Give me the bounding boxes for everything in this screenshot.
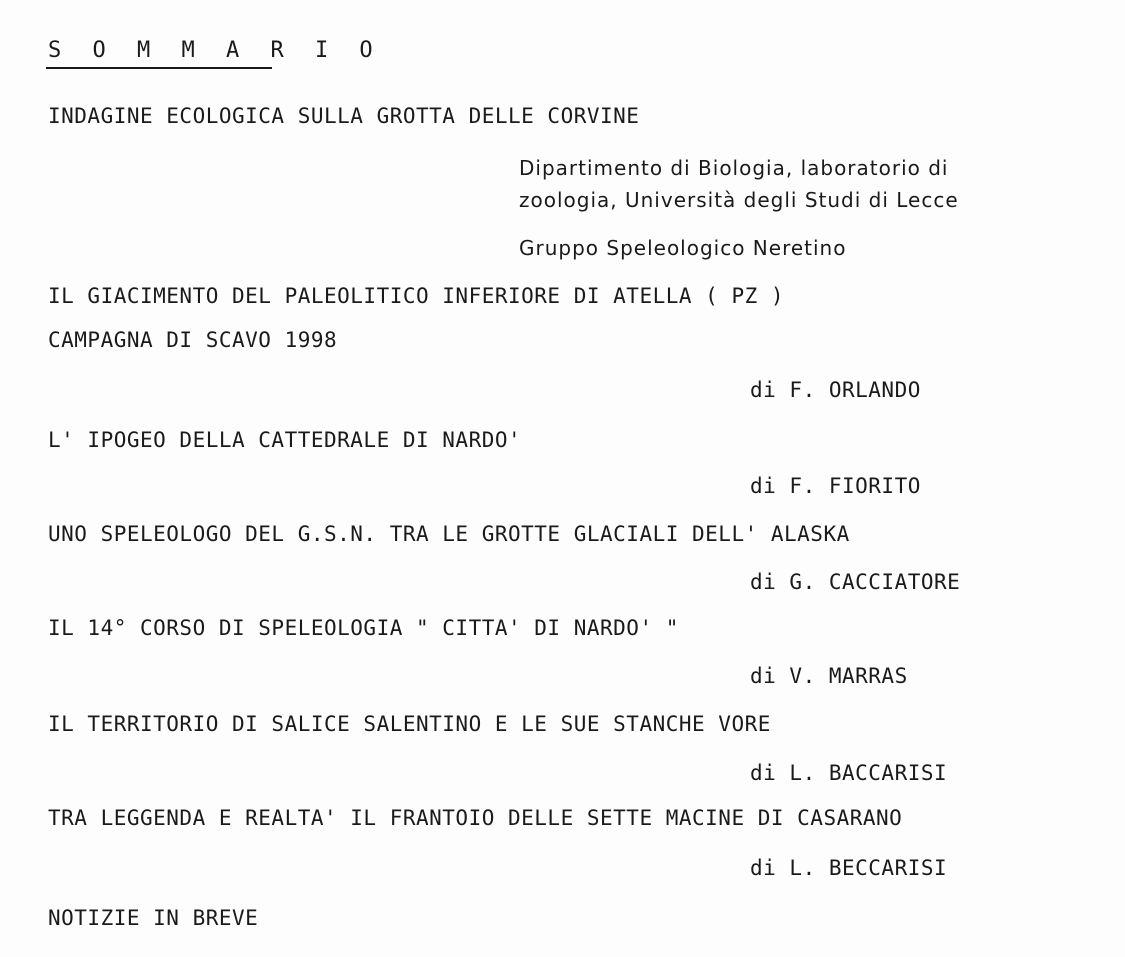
page-title: S O M M A R I O — [48, 38, 382, 63]
entry-title: INDAGINE ECOLOGICA SULLA GROTTA DELLE CORVINE — [48, 104, 640, 128]
entry-author: di L. BECCARISI — [750, 856, 948, 880]
entry-title: IL TERRITORIO DI SALICE SALENTINO E LE SUE STANCHE VORE — [48, 712, 771, 736]
entry-title: UNO SPELEOLOGO DEL G.S.N. TRA LE GROTTE GLACIALI DELL' ALASKA — [48, 522, 850, 546]
entry-author: di F. FIORITO — [750, 474, 921, 498]
entry-title: NOTIZIE IN BREVE — [48, 906, 259, 930]
entry-author: di V. MARRAS — [750, 664, 908, 688]
entry-affiliation: Gruppo Speleologico Neretino — [519, 236, 847, 260]
entry-affiliation: zoologia, Università degli Studi di Lecce — [519, 188, 959, 212]
entry-title: L' IPOGEO DELLA CATTEDRALE DI NARDO' — [48, 428, 522, 452]
entry-title: CAMPAGNA DI SCAVO 1998 — [48, 328, 338, 352]
entry-author: di L. BACCARISI — [750, 761, 948, 785]
entry-title: IL GIACIMENTO DEL PALEOLITICO INFERIORE DI ATELLA ( PZ ) — [48, 284, 785, 308]
entry-author: di F. ORLANDO — [750, 378, 921, 402]
entry-affiliation: Dipartimento di Biologia, laboratorio di — [519, 156, 949, 180]
entry-title: IL 14° CORSO DI SPELEOLOGIA " CITTA' DI NARDO' " — [48, 616, 679, 640]
entry-title: TRA LEGGENDA E REALTA' IL FRANTOIO DELLE SETTE MACINE DI CASARANO — [48, 806, 903, 830]
title-underline — [46, 67, 272, 69]
entry-author: di G. CACCIATORE — [750, 570, 961, 594]
